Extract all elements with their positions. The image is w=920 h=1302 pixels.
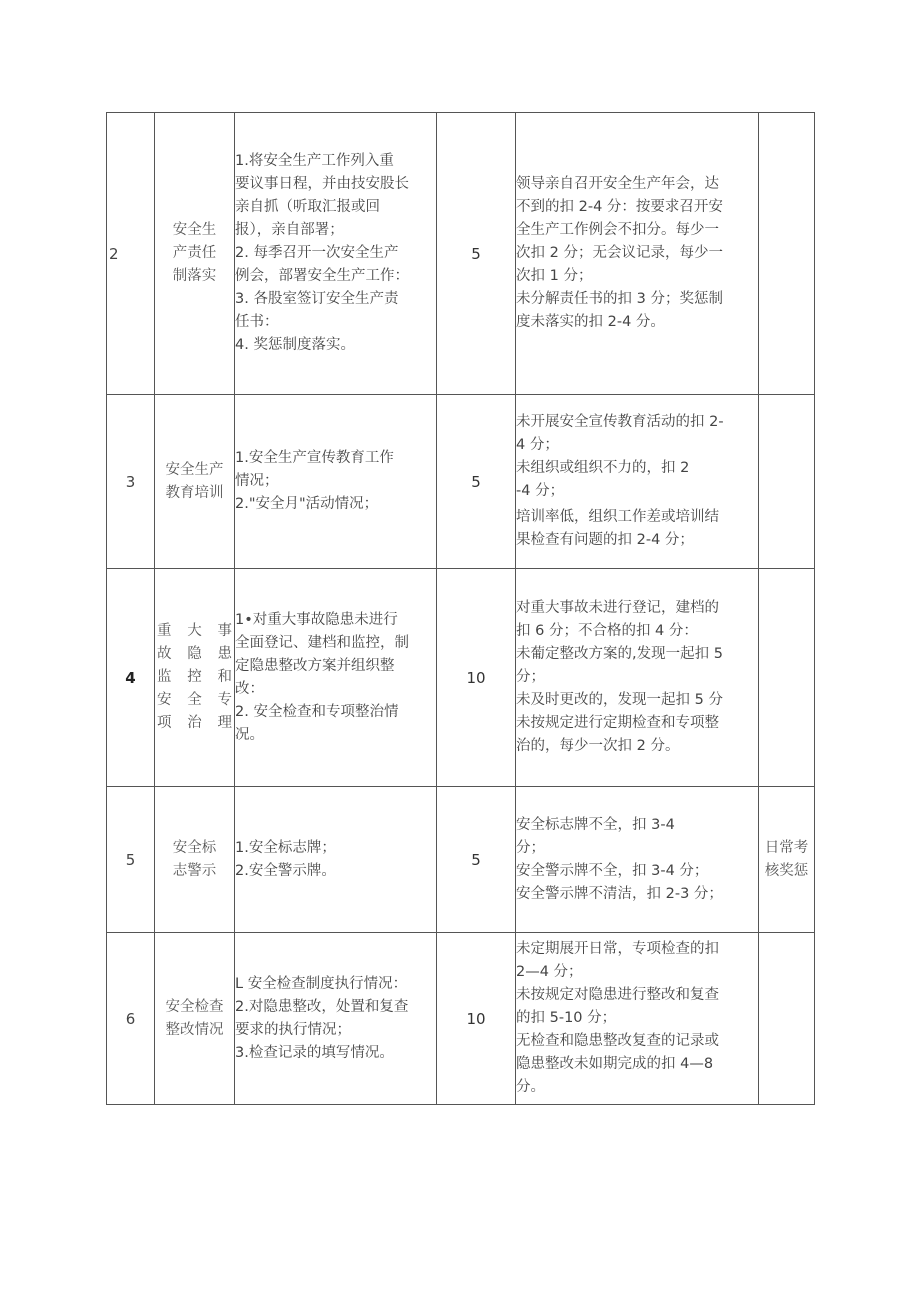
table-row <box>107 113 815 395</box>
row-rule: 对重大事故未进行登记，建档的 扣 6 分；不合格的扣 4 分： 未葡定整改方案的,发现一起扣 5 分； 未及时更改的，发现一起扣 5 分 未按规定进行定期检查和专项整 治的，每少一次扣 2 分。 <box>516 569 759 787</box>
row-item: 安全生 产责任 制落实 <box>155 113 235 395</box>
row-content: L 安全检查制度执行情况： 2.对隐患整改，处置和复查 要求的执行情况； 3.检查记录的填写情况。 <box>235 933 437 1105</box>
row-number: 3 <box>107 395 155 569</box>
row-score: 5 <box>437 395 516 569</box>
row-note <box>759 569 815 787</box>
row-score: 10 <box>437 569 516 787</box>
assessment-table <box>106 112 815 1105</box>
row-item: 安全标 志警示 <box>155 787 235 933</box>
row-content: 1•对重大事故隐患未进行 全面登记、建档和监控，制 定隐患整改方案并组织整 改： 2. 安全检查和专项整治情 况。 <box>235 569 437 787</box>
row-note <box>759 933 815 1105</box>
table-row <box>107 787 815 933</box>
row-score: 5 <box>437 113 516 395</box>
row-rule: 未开展安全宣传教育活动的扣 2- 4 分； 未组织或组织不力的，扣 2 -4 分； 培训率低，组织工作差或培训结 果检查有问题的扣 2-4 分； <box>516 395 759 569</box>
row-number: 4 <box>107 569 155 787</box>
row-content: 1.安全标志牌； 2.安全警示牌。 <box>235 787 437 933</box>
row-number: 6 <box>107 933 155 1105</box>
row-item: 安全生产 教育培训 <box>155 395 235 569</box>
table-row <box>107 395 815 569</box>
row-note: 日常考 核奖惩 <box>759 787 815 933</box>
row-content: 1.将安全生产工作列入重 要议事日程，并由技安股长 亲自抓（听取汇报或回 报），亲自部署； 2. 每季召开一次安全生产 例会，部署安全生产工作： 3. 各股室签订安全生产责 任书： 4. 奖惩制度落实。 <box>235 113 437 395</box>
row-note <box>759 113 815 395</box>
row-item: 重大事 故隐患 监控和 安全专 项治理 <box>155 569 235 787</box>
table-row <box>107 933 815 1105</box>
row-content: 1.安全生产宣传教育工作 情况； 2."安全月"活动情况； <box>235 395 437 569</box>
row-score: 10 <box>437 933 516 1105</box>
row-rule: 领导亲自召开安全生产年会，达 不到的扣 2-4 分：按要求召开安 全生产工作例会不扣分。每少一 次扣 2 分；无会议记录，每少一 次扣 1 分； 未分解责任书的扣 3 分；奖惩制 度未落实的扣 2-4 分。 <box>516 113 759 395</box>
row-item: 安全检查 整改情况 <box>155 933 235 1105</box>
table-row <box>107 569 815 787</box>
row-rule: 安全标志牌不全，扣 3-4 分； 安全警示牌不全，扣 3-4 分； 安全警示牌不清洁，扣 2-3 分； <box>516 787 759 933</box>
row-number: 5 <box>107 787 155 933</box>
row-score: 5 <box>437 787 516 933</box>
row-note <box>759 395 815 569</box>
row-number: 2 <box>107 113 155 395</box>
row-rule: 未定期展开日常，专项检查的扣 2—4 分； 未按规定对隐患进行整改和复查 的扣 5-10 分； 无检查和隐患整改复查的记录或 隐患整改未如期完成的扣 4—8 分。 <box>516 933 759 1105</box>
